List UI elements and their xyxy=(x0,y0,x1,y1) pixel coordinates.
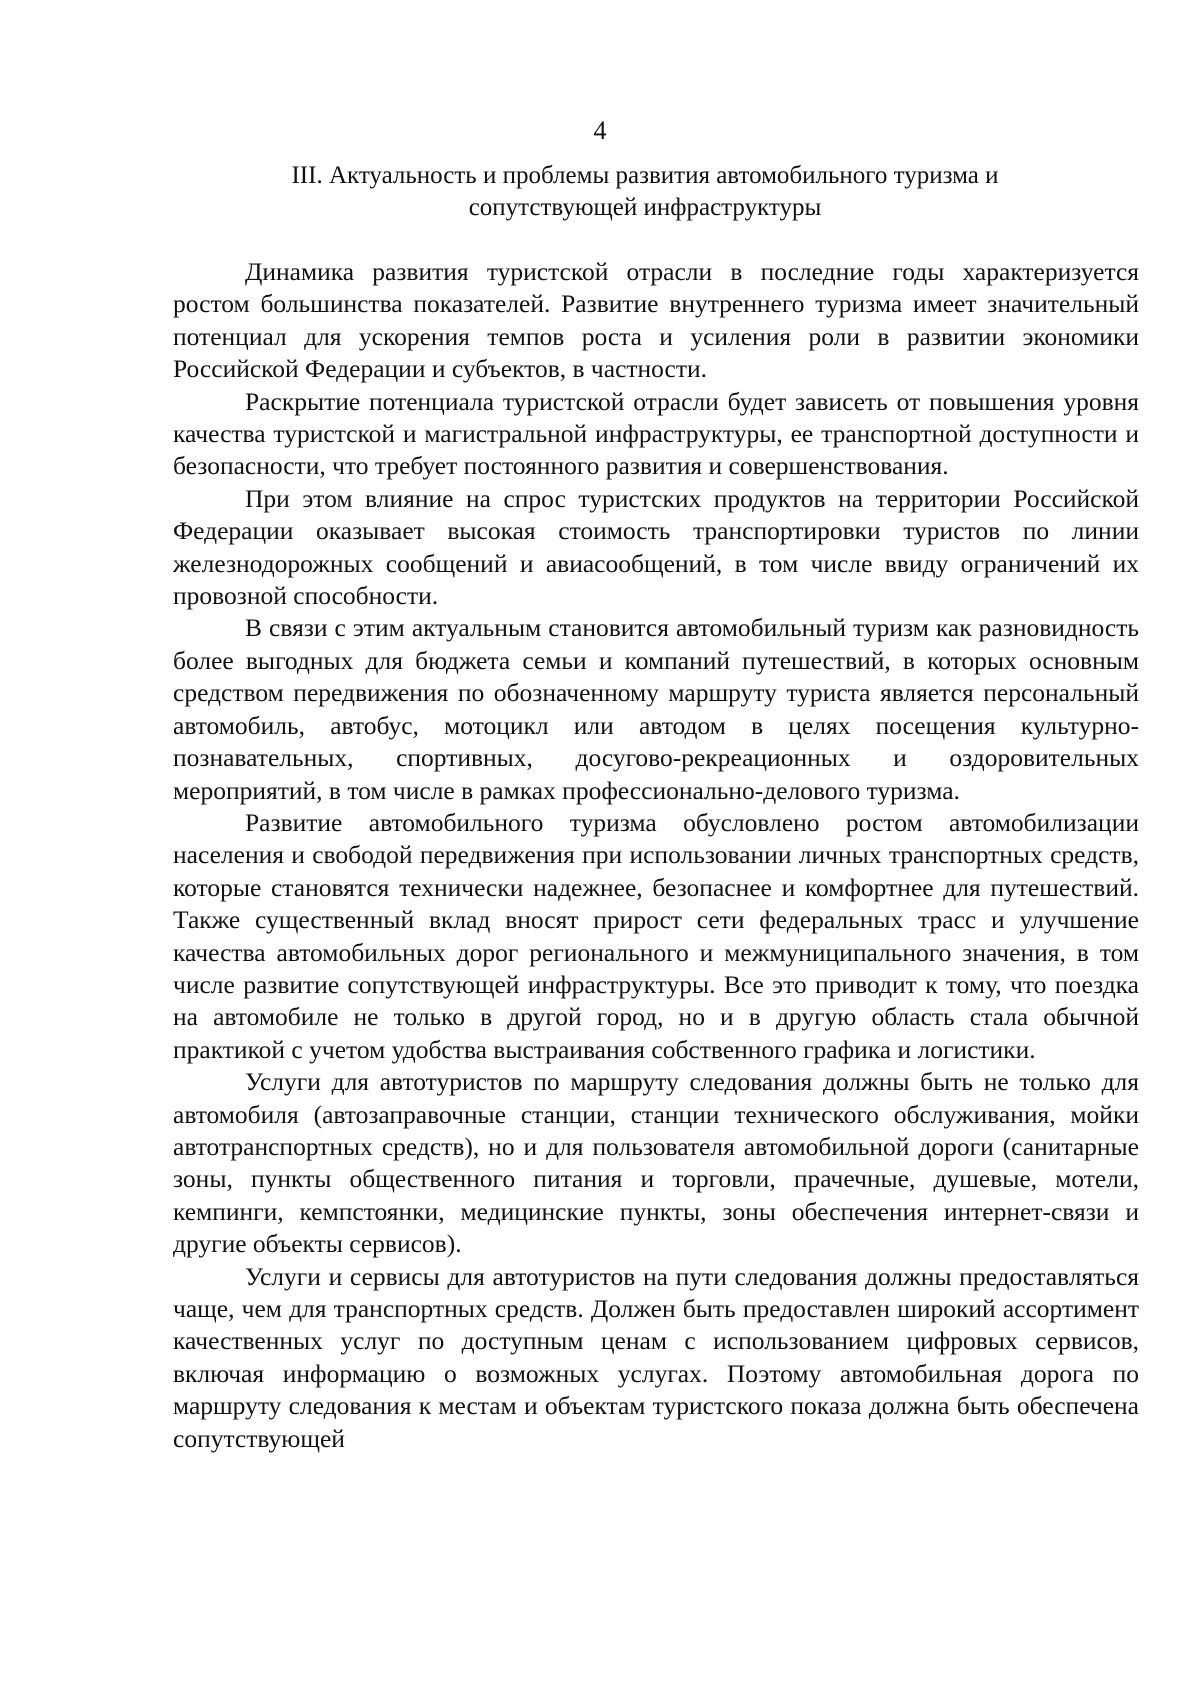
paragraph: Раскрытие потенциала туристской отрасли будет зависеть от повышения уровня качества туристской и магистральной инфраструктуры, ее транспортной доступности и безопасности, что требует постоянного развития и совершенствования. xyxy=(173,386,1139,481)
page-number: 4 xyxy=(593,116,607,145)
paragraph: Динамика развития туристской отрасли в последние годы характеризуется ростом большинства показателей. Развитие внутреннего туризма имеет значительный потенциал для ускорения темпов роста и усиления роли в развитии экономики Российской Федерации и субъектов, в частности. xyxy=(173,257,1139,384)
paragraph: При этом влияние на спрос туристских продуктов на территории Российской Федерации оказывает высокая стоимость транспортировки туристов по линии железнодорожных сообщений и авиасообщений, в том числе ввиду ограничений их провозной способности. xyxy=(173,483,1139,611)
paragraph: Развитие автомобильного туризма обусловлено ростом автомобилизации населения и свободой передвижения при использовании личных транспортных средств, которые становятся технически надежнее, безопаснее и комфортнее для путешествий. Также существенный вклад вносят прирост сети федеральных трасс и улучшение качества автомобильных дорог регионального и межмуниципального значения, в том числе развитие сопутствующей инфраструктуры. Все это приводит к тому, что поездка на автомобиле не только в другой город, но и в другую область стала обычной практикой с учетом удобства выстраивания собственного графика и логистики. xyxy=(173,807,1139,1064)
section-title xyxy=(240,160,1050,224)
section-title-line-2: сопутствующей инфраструктуры xyxy=(468,194,822,221)
paragraph: Услуги и сервисы для автотуристов на пути следования должны предоставляться чаще, чем для транспортных средств. Должен быть предоставлен широкий ассортимент качественных услуг по доступным ценам с использованием цифровых сервисов, включая информацию о возможных услугах. Поэтому автомобильная дорога по маршруту следования к местам и объектам туристского показа должна быть обеспечена сопутствующей xyxy=(173,1261,1139,1453)
paragraph: Услуги для автотуристов по маршруту следования должны быть не только для автомобиля (автозаправочные станции, станции технического обслуживания, мойки автотранспортных средств), но и для пользователя автомобильной дороги (санитарные зоны, пункты общественного питания и торговли, прачечные, душевые, мотели, кемпинги, кемпстоянки, медицинские пункты, зоны обеспечения интернет-связи и другие объекты сервисов). xyxy=(173,1067,1139,1259)
body-text xyxy=(173,256,1139,1455)
paragraph: В связи с этим актуальным становится автомобильный туризм как разновидность более выгодных для бюджета семьи и компаний путешествий, в которых основным средством передвижения по обозначенному маршруту туриста является персональный автомобиль, автобус, мотоцикл или автодом в целях посещения культурно-познавательных, спортивных, досугово-рекреационных и оздоровительных мероприятий, в том числе в рамках профессионально-делового туризма. xyxy=(173,613,1139,805)
section-title-line-1: III. Актуальность и проблемы развития автомобильного туризма и xyxy=(291,162,999,189)
